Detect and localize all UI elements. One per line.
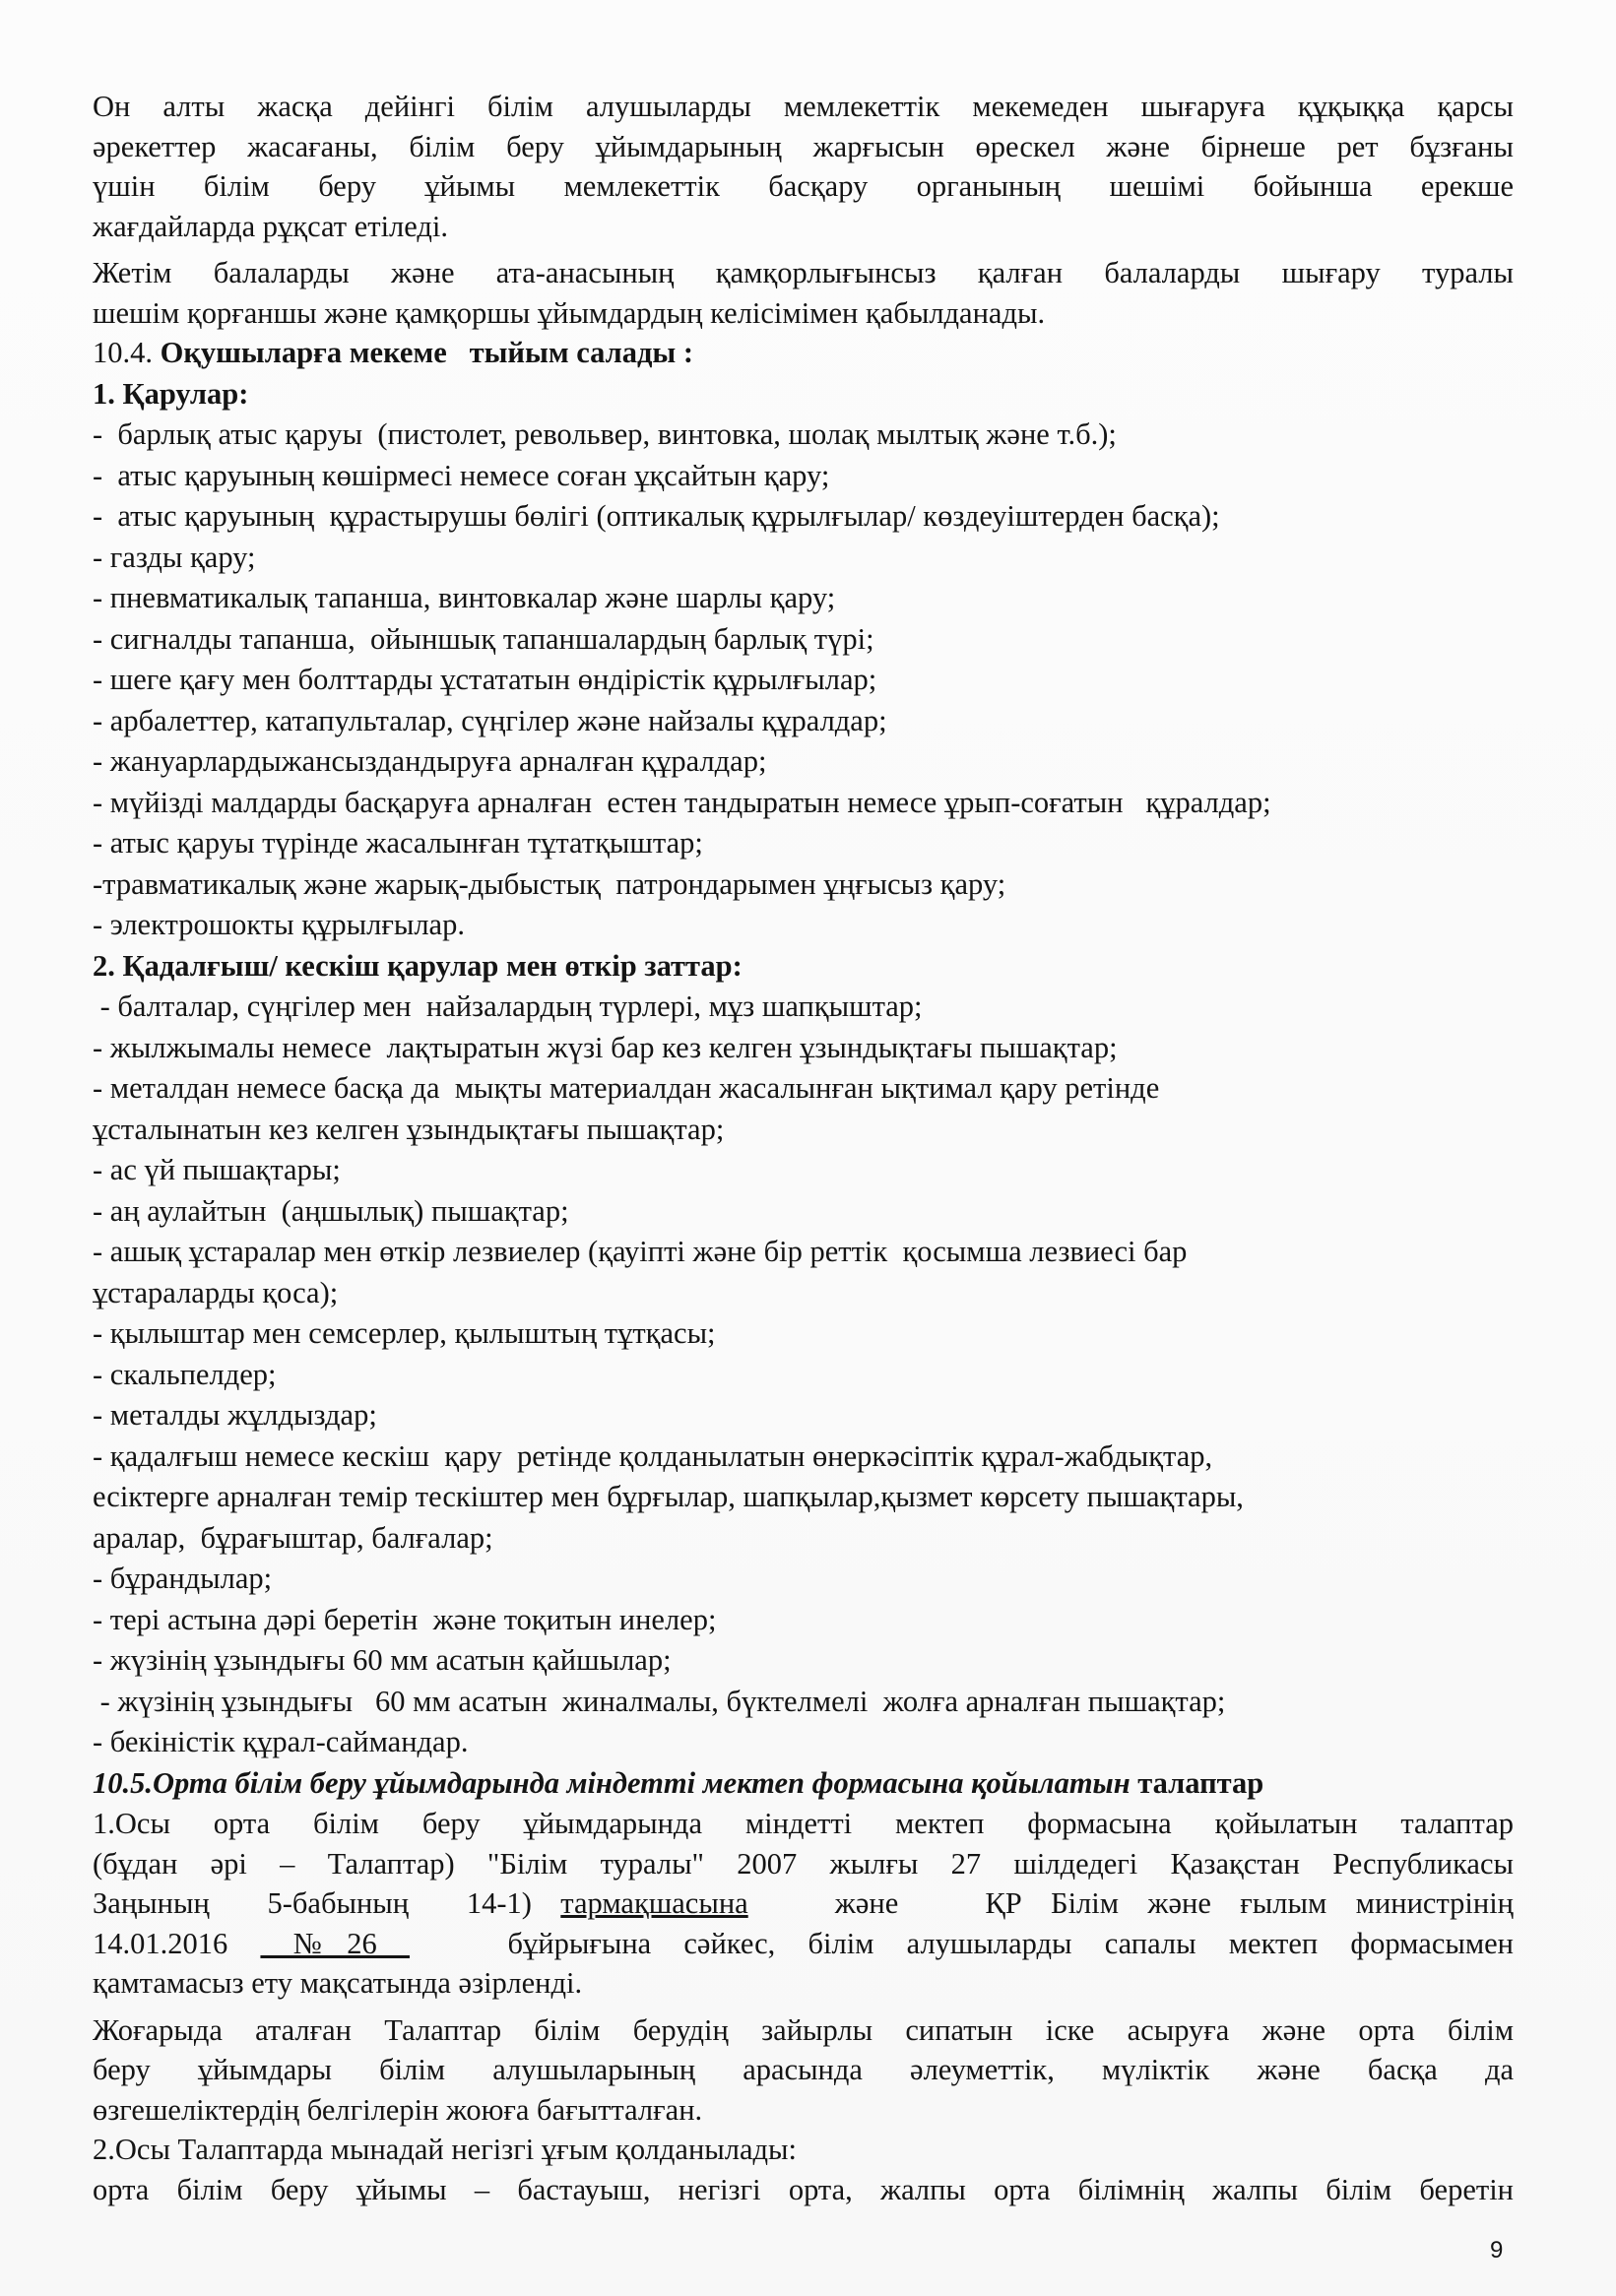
paragraph-requirements-intro [93,1804,1514,2004]
subparagraph-link[interactable]: тармақшасына [560,1886,748,1920]
list-item: - пневматикалық тапанша, винтовкалар және шарлы қару; [93,581,836,614]
paragraph-terms: 2.Осы Талаптарда мынадай негізгі ұғым қолданылады: [93,2133,798,2166]
list-item: - аң аулайтын (аңшылық) пышақтар; [93,1193,569,1228]
text-line: 1.Осы орта білім беру ұйымдарында міндетті мектеп формасына қойылатын талаптар [93,1807,1514,1840]
text-line: шешім қорғаншы және қамқоршы ұйымдардың келісімімен қабылданады. [93,295,1046,330]
list-item: - балталар, сүңгілер мен найзалардың түрлері, мұз шапқыштар; [93,989,923,1023]
text-line: Жетім балаларды және ата-анасының қамқорлығынсыз қалған балаларды шығару туралы [93,256,1514,289]
list-item: - ашық ұстаралар мен өткір лезвиелер (қауіпті және бір реттік қосымша лезвиесі бар [93,1235,1188,1268]
text-line: беру ұйымдары білім алушыларының арасында әлеуметтік, мүліктік және басқа да [93,2053,1514,2086]
order-number-link[interactable]: №26 [260,1926,410,1960]
list-item: аралар, бұрағыштар, балғалар; [93,1520,493,1555]
section-10-4-heading [93,333,1514,374]
list-item: - шеге қағу мен болттарды ұстататын өндірістік құрылғылар; [93,663,877,696]
list-item: - бұрандылар; [93,1562,273,1595]
text-line: (бұдан әрі – Талаптар) "Білім туралы" 2007 жылғы 27 шілдедегі Қазақстан Республикасы [93,1846,1514,1881]
section-number: 10.4. [93,336,161,369]
list-item: - ас үй пышақтары; [93,1153,341,1186]
list-item: - металды жұлдыздар; [93,1398,377,1432]
list-item: - арбалеттер, катапульталар, сүңгілер және найзалы құралдар; [93,703,887,737]
weapons-heading: 1. Қарулар: [93,376,249,411]
text-line: жағдайларда рұқсат етіледі. [93,209,449,243]
list-item: - жүзінің ұзындығы 60 мм асатын жиналмалы, бүктелмелі жолға арналған пышақтар; [93,1684,1226,1718]
list-item: - бекіністік құрал-саймандар. [93,1725,469,1758]
section-title-italic: 10.5.Орта білім беру ұйымдарында міндетті мектеп формасына қойылатын [93,1765,1131,1800]
list-item: - металдан немесе басқа да мықты материалдан жасалынған ықтимал қару ретінде [93,1071,1160,1105]
list-item: - қадалғыш немесе кескіш қару ретінде қолданылатын өнеркәсіптік құрал-жабдықтар, [93,1438,1213,1473]
paragraph-requirements-purpose [93,2010,1514,2131]
text-line: Он алты жасқа дейінгі білім алушыларды мемлекеттік мекемеден шығаруға құқыққа қарсы [93,90,1514,123]
list-item: - тері астына дәрі беретін және тоқитын инелер; [93,1602,717,1636]
paragraph-orphans [93,253,1514,333]
list-item: - жануарлардыжансыздандыруға арналған құралдар; [93,744,767,778]
list-item: - газды қару; [93,540,256,574]
list-item: ұсталынатын кез келген ұзындықтағы пышақтар; [93,1112,725,1146]
text-line [93,1883,1514,1924]
text-line [93,1924,1514,1964]
text-line: үшін білім беру ұйымы мемлекеттік басқару органының шешімі бойынша ерекше [93,169,1514,203]
paragraph-expulsion-rules [93,87,1514,246]
text-span: бұйрығына сәйкес, білім алушыларды сапалы мектеп формасымен [409,1926,1515,1960]
text-line: өзгешеліктердің белгілерін жоюға бағытталған. [93,2092,703,2127]
list-item: - қылыштар мен семсерлер, қылыштың тұтқасы; [93,1316,716,1350]
text-span: 14.01.2016 [93,1926,261,1960]
text-line: әрекеттер жасағаны, білім беру ұйымдарының жарғысын өрескел және бірнеше рет бұзғаны [93,129,1514,163]
list-item: - сигналды тапанша, ойыншық тапаншалардың барлық түрі; [93,621,874,656]
blades-heading: 2. Қадалғыш/ кескіш қарулар мен өткір заттар: [93,948,743,983]
list-item: - жүзінің ұзындығы 60 мм асатын қайшылар; [93,1643,672,1677]
paragraph-definition: орта білім беру ұйымы – бастауыш, негізгі орта, жалпы орта білімнің жалпы білім беретін [93,2172,1514,2206]
section-10-5-heading [93,1763,1514,1805]
list-item: - атыс қаруы түрінде жасалынған тұтатқыштар; [93,826,703,860]
text-line: Жоғарыда аталған Талаптар білім берудің зайырлы сипатын іске асыруға және орта білім [93,2012,1514,2047]
list-item: - электрошокты құрылғылар. [93,908,465,941]
list-item: есіктерге арналған темір тескіштер мен бұрғылар, шапқылар,қызмет көрсету пышақтары, [93,1480,1244,1513]
text-line: қамтамасыз ету мақсатында әзірленді. [93,1966,583,2000]
list-item: -травматикалық және жарық-дыбыстық патрондарымен ұңғысыз қару; [93,866,1006,901]
page-number: 9 [1490,2237,1504,2264]
list-item: - барлық атыс қаруы (пистолет, револьвер, винтовка, шолақ мылтық және т.б.); [93,417,1117,451]
list-item: - жылжымалы немесе лақтыратын жүзі бар кез келген ұзындықтағы пышақтар; [93,1030,1118,1064]
list-item: - атыс қаруының құрастырушы бөлігі (оптикалық құрылғылар/ көздеуіштерден басқа); [93,499,1220,533]
list-item: - скальпелдер; [93,1357,277,1391]
blades-list [93,987,1514,1763]
list-item: - атыс қаруының көшірмесі немесе соған ұқсайтын қару; [93,458,830,492]
section-title: Оқушыларға мекеме тыйым салады : [160,336,694,369]
weapons-list [93,415,1514,946]
section-title-rest: талаптар [1130,1765,1264,1800]
text-span: және ҚР Білім және ғылым министрінің [747,1886,1514,1920]
list-item: - мүйізді малдарды басқаруға арналған естен тандыратын немесе ұрып-соғатын құралдар; [93,785,1271,819]
list-item: ұстараларды қоса); [93,1275,339,1309]
text-span: Заңының 5-бабының 14-1) [93,1886,561,1920]
